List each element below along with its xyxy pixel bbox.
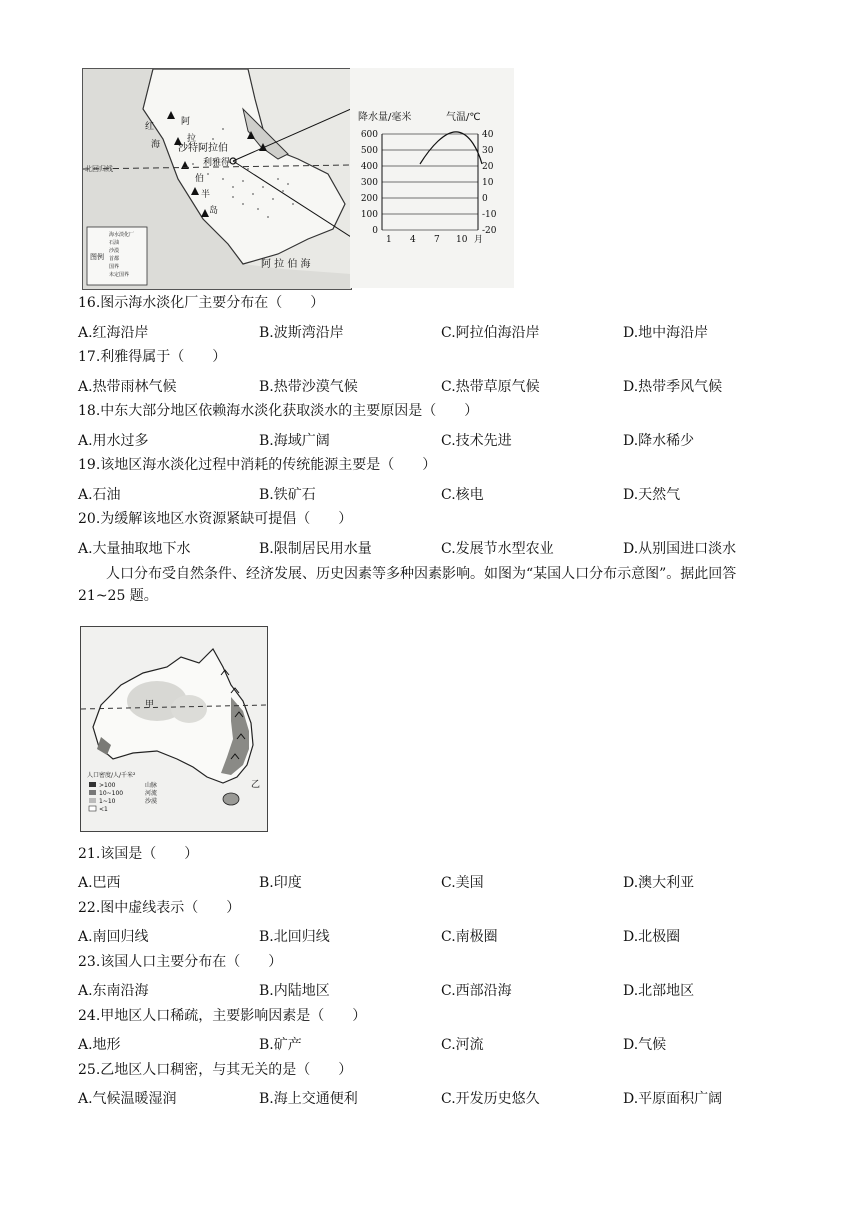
arabia-map	[83, 69, 351, 289]
temp-tick-label: 20	[482, 162, 494, 172]
q20-stem: 20.为缓解该地区水资源紧缺可提倡（ ）	[78, 511, 353, 527]
q22-option-b[interactable]: B.北回归线	[259, 929, 330, 945]
q24-option-d[interactable]: D.气候	[623, 1037, 667, 1053]
q19-stem: 19.该地区海水淡化过程中消耗的传统能源主要是（ ）	[78, 457, 437, 473]
q20-option-b[interactable]: B.限制居民用水量	[259, 541, 372, 557]
q25-option-a[interactable]: A.气候温暖湿润	[78, 1091, 177, 1107]
legend-item-4: 首都	[109, 256, 120, 262]
q21-options	[78, 872, 778, 890]
legend-swatch-sparse	[89, 806, 96, 811]
q25-option-b[interactable]: B.海上交通便利	[259, 1091, 358, 1107]
city-label: 利雅得	[203, 158, 231, 168]
q21-option-b[interactable]: B.印度	[259, 875, 302, 891]
q17-option-d[interactable]: D.热带季风气候	[623, 379, 723, 395]
precip-tick-label: 400	[360, 162, 378, 172]
country-label: 沙特阿拉伯	[178, 143, 228, 154]
q16-option-d[interactable]: D.地中海沿岸	[623, 325, 709, 341]
q23-option-d[interactable]: D.北部地区	[623, 983, 695, 999]
q21-option-a[interactable]: A.巴西	[78, 875, 121, 891]
q20-option-a[interactable]: A.大量抽取地下水	[78, 541, 191, 557]
q23-option-a[interactable]: A.东南沿海	[78, 983, 149, 999]
q25-stem: 25.乙地区人口稠密，与其无关的是（ ）	[78, 1062, 353, 1078]
q18-stem: 18.中东大部分地区依赖海水淡化获取淡水的主要原因是（ ）	[78, 403, 479, 419]
intro-line-1: 人口分布受自然条件、经济发展、历史因素等多种因素影响。如图为“某国人口分布示意图”。据此回答	[106, 566, 737, 582]
q18-options	[78, 430, 778, 448]
q19-option-b[interactable]: B.铁矿石	[259, 487, 316, 503]
precip-tick-label: 300	[360, 178, 378, 188]
q23-stem: 23.该国人口主要分布在（ ）	[78, 954, 283, 970]
pop-legend-item-4: <1	[99, 806, 108, 813]
legend-swatch-low	[89, 798, 96, 803]
legend-swatch-high	[89, 782, 96, 787]
pop-legend-item-7: 沙漠	[145, 798, 158, 805]
precip-tick-label: 500	[360, 146, 378, 156]
red-sea-char-2: 海	[151, 140, 161, 150]
q22-option-a[interactable]: A.南回归线	[78, 929, 149, 945]
section-intro	[78, 563, 778, 607]
q16-option-b[interactable]: B.波斯湾沿岸	[259, 325, 344, 341]
month-tick-label: 10	[456, 235, 468, 245]
peninsula-char-5: 岛	[209, 206, 219, 216]
month-tick-label: 7	[434, 235, 440, 245]
temp-tick-label: 40	[482, 130, 494, 140]
desert-region-central	[171, 695, 207, 723]
q16-stem: 16.图示海水淡化厂主要分布在（ ）	[78, 295, 325, 311]
arabia-map-figure	[82, 68, 352, 290]
pop-legend-title: 人口密度/人/千米²	[87, 772, 136, 779]
q19-options	[78, 484, 778, 502]
pop-legend-item-5: 山脉	[145, 782, 158, 789]
q24-option-c[interactable]: C.河流	[441, 1037, 484, 1053]
climate-chart	[350, 68, 514, 288]
q21-option-d[interactable]: D.澳大利亚	[623, 875, 695, 891]
month-tick-label: 月	[474, 235, 484, 245]
precip-ticks	[361, 130, 378, 236]
temperature-curve	[420, 132, 482, 164]
pop-legend-item-6: 河流	[145, 790, 158, 797]
q20-option-c[interactable]: C.发展节水型农业	[441, 541, 554, 557]
q17-option-b[interactable]: B.热带沙漠气候	[259, 379, 358, 395]
q25-options	[78, 1088, 778, 1106]
tropic-label: 北回归线	[85, 165, 113, 173]
q24-options	[78, 1034, 778, 1052]
q25-option-d[interactable]: D.平原面积广阔	[623, 1091, 723, 1107]
q16-option-a[interactable]: A.红海沿岸	[78, 325, 149, 341]
q18-option-a[interactable]: A.用水过多	[78, 433, 149, 449]
legend-item-3: 沙漠	[109, 248, 120, 254]
population-map	[81, 627, 267, 831]
tasmania	[223, 793, 239, 805]
q22-option-d[interactable]: D.北极圈	[623, 929, 681, 945]
peninsula-char-3: 伯	[195, 174, 205, 184]
month-ticks	[386, 234, 483, 245]
q18-option-b[interactable]: B.海域广阔	[259, 433, 330, 449]
temp-ticks	[482, 130, 497, 236]
q23-option-b[interactable]: B.内陆地区	[259, 983, 330, 999]
legend-item-2: 石油	[109, 240, 120, 246]
q20-options	[78, 538, 778, 556]
chart-grid	[382, 134, 478, 230]
q22-option-c[interactable]: C.南极圈	[441, 929, 498, 945]
precip-axis-label: 降水量/毫米	[358, 112, 412, 123]
legend-swatch-mid	[89, 790, 96, 795]
q19-option-a[interactable]: A.石油	[78, 487, 121, 503]
temp-tick-label: -10	[482, 210, 497, 220]
q18-option-d[interactable]: D.降水稀少	[623, 433, 695, 449]
legend-title: 图例	[90, 253, 104, 261]
peninsula-char-2: 拉	[187, 134, 197, 144]
q16-options	[78, 322, 778, 340]
q23-options	[78, 980, 778, 998]
month-tick-label: 4	[410, 235, 416, 245]
precip-tick-label: 200	[360, 194, 378, 204]
q20-option-d[interactable]: D.从别国进口淡水	[623, 541, 737, 557]
q19-option-c[interactable]: C.核电	[441, 487, 484, 503]
q24-option-b[interactable]: B.矿产	[259, 1037, 302, 1053]
legend-item-5: 国界	[109, 264, 120, 270]
month-tick-label: 1	[386, 235, 392, 245]
q24-option-a[interactable]: A.地形	[78, 1037, 121, 1053]
temp-axis-label: 气温/℃	[446, 112, 481, 123]
q17-option-c[interactable]: C.热带草原气候	[441, 379, 540, 395]
legend-item-6: 未定国界	[109, 272, 130, 278]
label-yi: 乙	[251, 780, 261, 790]
pop-legend-item-2: 10~100	[99, 790, 124, 797]
q18-option-c[interactable]: C.技术先进	[441, 433, 512, 449]
sea-label: 阿 拉 伯 海	[261, 259, 311, 270]
temp-tick-label: 30	[482, 146, 494, 156]
q24-stem: 24.甲地区人口稀疏，主要影响因素是（ ）	[78, 1008, 367, 1024]
climate-chart-figure	[350, 68, 514, 288]
intro-line-2: 21~25 题。	[78, 588, 158, 604]
q21-stem: 21.该国是（ ）	[78, 846, 199, 862]
precip-tick-label: 0	[372, 226, 378, 236]
pop-legend-item-3: 1~10	[99, 798, 116, 805]
label-jia: 甲	[145, 700, 155, 710]
q23-option-c[interactable]: C.西部沿海	[441, 983, 512, 999]
q16-option-c[interactable]: C.阿拉伯海沿岸	[441, 325, 540, 341]
pop-legend-item-1: >100	[99, 782, 116, 789]
q21-option-c[interactable]: C.美国	[441, 875, 484, 891]
red-sea-char-1: 红	[145, 122, 155, 132]
q19-option-d[interactable]: D.天然气	[623, 487, 681, 503]
precip-tick-label: 100	[360, 210, 378, 220]
peninsula-char-1: 阿	[181, 117, 191, 127]
q17-option-a[interactable]: A.热带雨林气候	[78, 379, 177, 395]
population-map-figure	[80, 626, 268, 832]
precip-tick-label: 600	[360, 130, 378, 140]
q25-option-c[interactable]: C.开发历史悠久	[441, 1091, 540, 1107]
temp-tick-label: -20	[482, 226, 497, 236]
peninsula-char-4: 半	[201, 190, 211, 200]
q22-options	[78, 926, 778, 944]
q17-stem: 17.利雅得属于（ ）	[78, 349, 227, 365]
temp-tick-label: 0	[482, 194, 488, 204]
q17-options	[78, 376, 778, 394]
q22-stem: 22.图中虚线表示（ ）	[78, 900, 241, 916]
temp-tick-label: 10	[482, 178, 494, 188]
legend-item-1: 海水淡化厂	[109, 232, 135, 238]
